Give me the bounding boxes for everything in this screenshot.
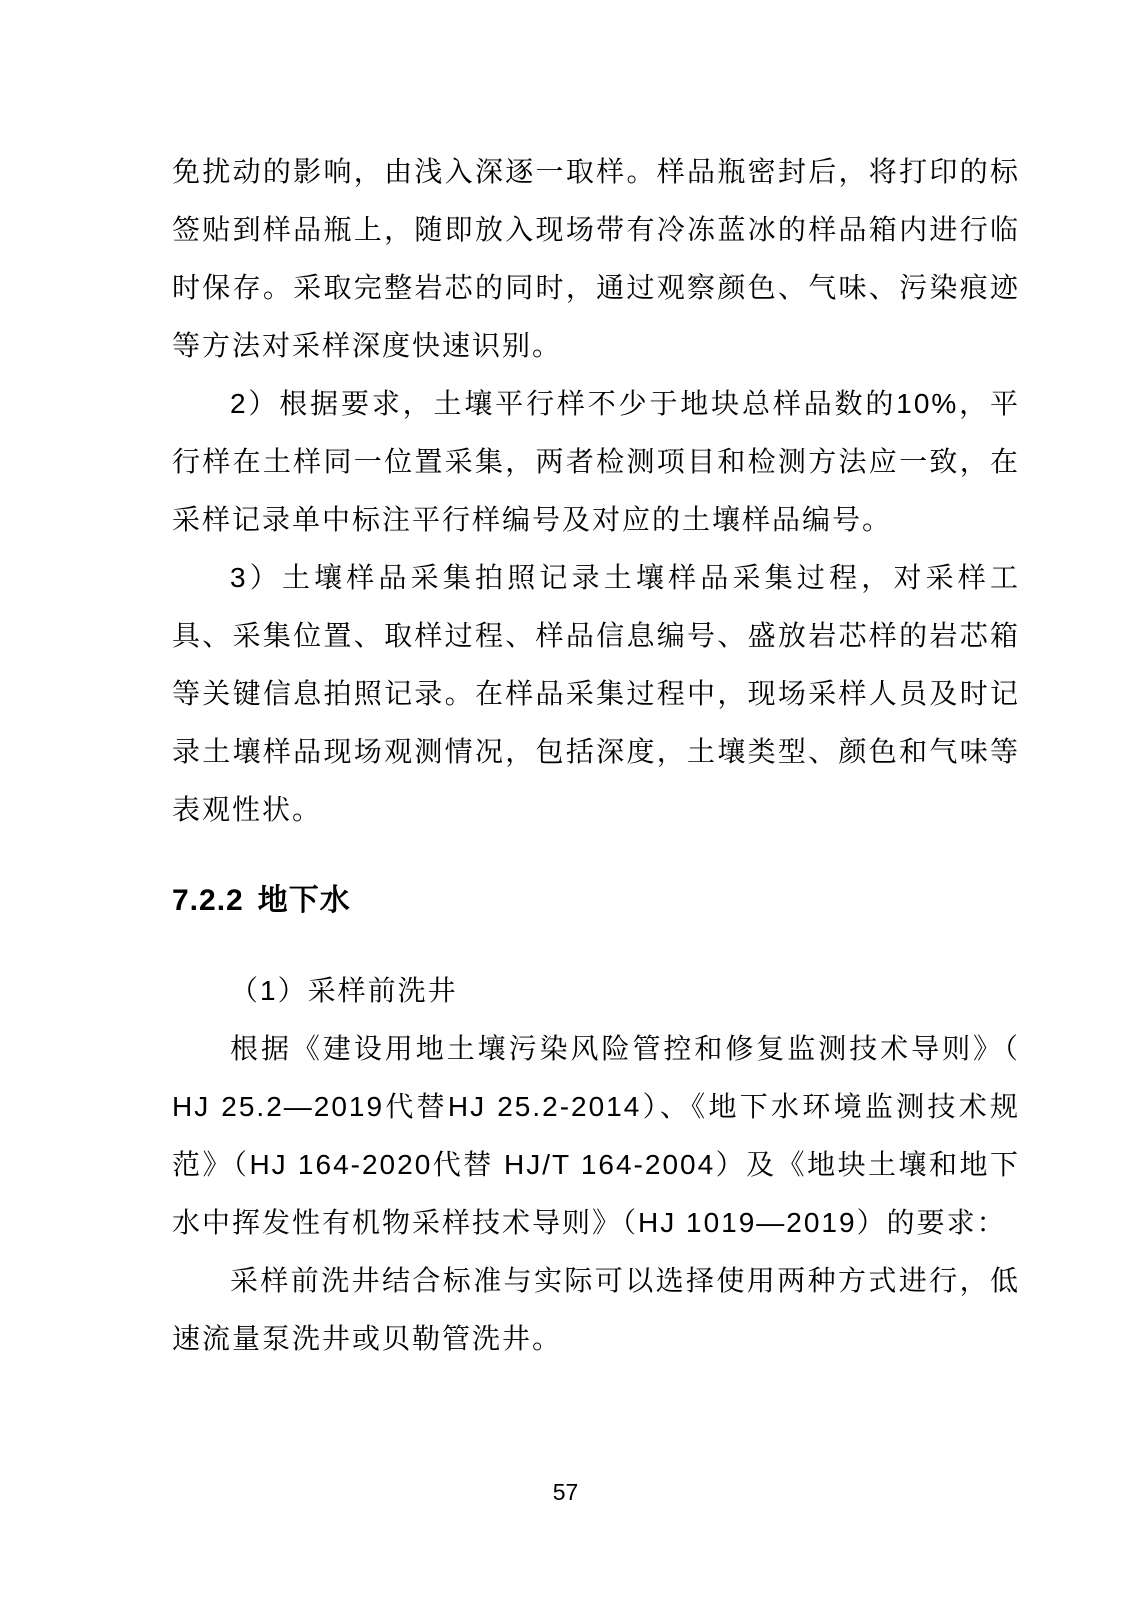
page-content xyxy=(172,143,1020,1368)
section-title: 地下水 xyxy=(257,884,351,917)
body-paragraph-item-3: 3）土壤样品采集拍照记录土壤样品采集过程，对采样工具、采集位置、取样过程、样品信息编号、盛放岩芯样的岩芯箱等关键信息拍照记录。在样品采集过程中，现场采样人员及时记录土壤样品现场观测情况，包括深度，土壤类型、颜色和气味等表观性状。 xyxy=(172,562,1020,825)
standards-reference-paragraph: 根据《建设用地土壤污染风险管控和修复监测技术导则》（ HJ 25.2—2019代替HJ 25.2-2014）、《地下水环境监测技术规范》（HJ 164-2020代替 HJ/T 164-2004）及《地块土壤和地下水中挥发性有机物采样技术导则》（HJ 1019—2019）的要求： xyxy=(172,1033,1020,1238)
body-paragraph-continuation: 免扰动的影响，由浅入深逐一取样。样品瓶密封后，将打印的标签贴到样品瓶上，随即放入现场带有冷冻蓝冰的样品箱内进行临时保存。采取完整岩芯的同时，通过观察颜色、气味、污染痕迹等方法对采样深度快速识别。 xyxy=(172,156,1020,361)
section-number: 7.2.2 xyxy=(172,884,244,917)
subsection-label-paragraph: （1）采样前洗井 xyxy=(230,975,458,1006)
section-heading xyxy=(172,872,1020,930)
body-paragraph-item-2: 2）根据要求，土壤平行样不少于地块总样品数的10%，平行样在土样同一位置采集，两者检测项目和检测方法应一致，在采样记录单中标注平行样编号及对应的土壤样品编号。 xyxy=(172,388,1020,535)
well-purging-paragraph: 采样前洗井结合标准与实际可以选择使用两种方式进行，低速流量泵洗井或贝勒管洗井。 xyxy=(172,1265,1020,1354)
page-number: 57 xyxy=(552,1479,579,1505)
